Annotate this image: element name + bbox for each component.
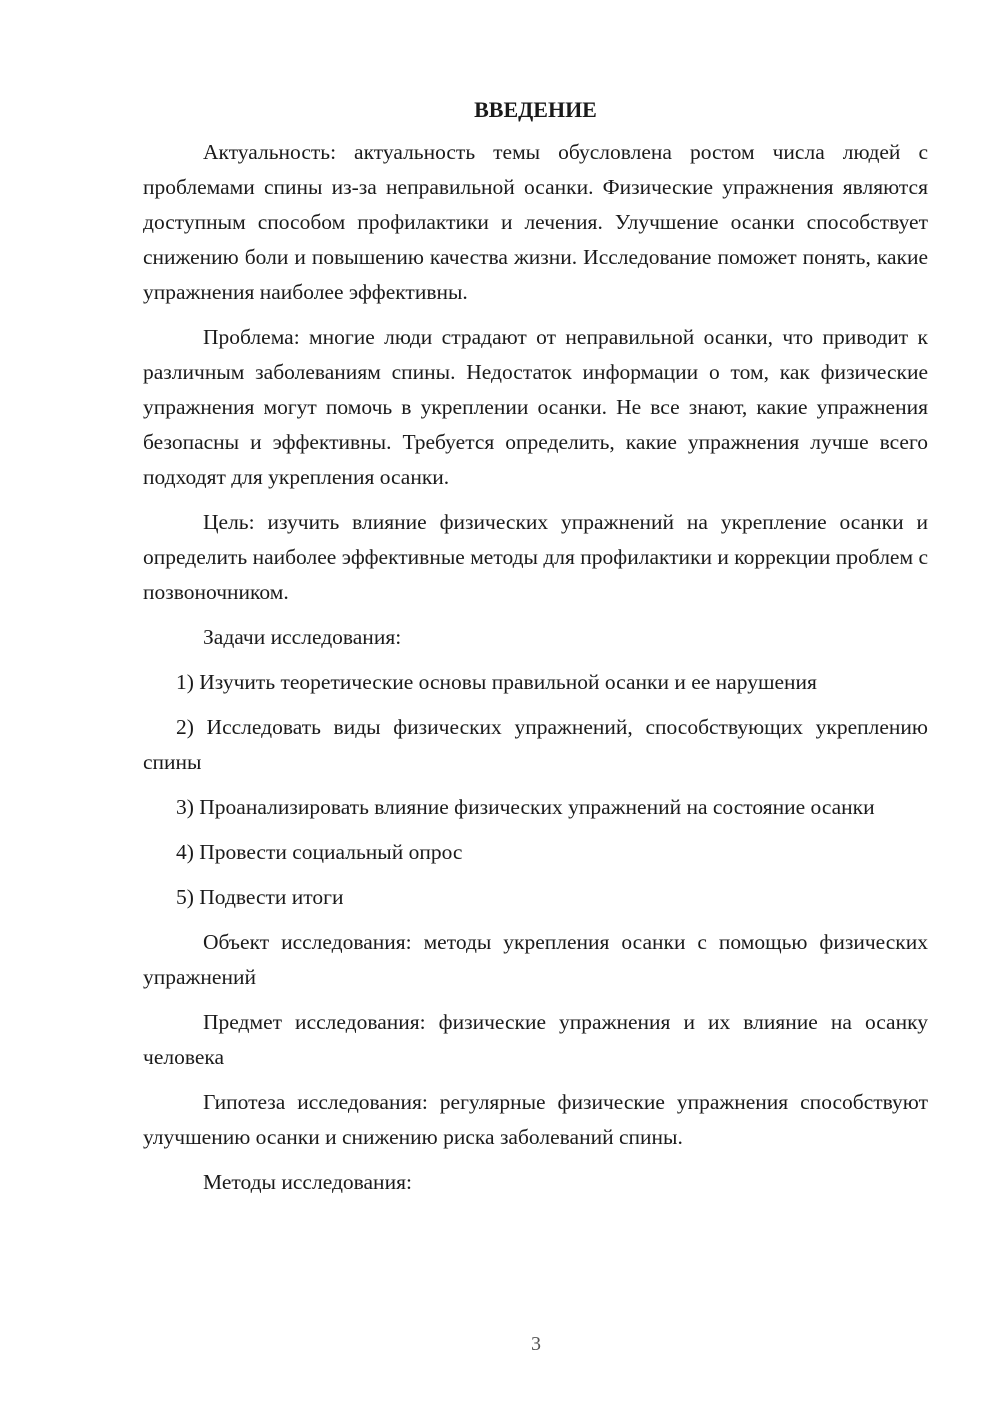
task-item: 5) Подвести итоги: [176, 885, 344, 909]
task-item: 3) Проанализировать влияние физических упражнений на состояние осанки: [176, 795, 875, 819]
paragraph-subject: Предмет исследования: физические упражнения и их влияние на осанку человека: [143, 1010, 928, 1069]
paragraph-problem: Проблема: многие люди страдают от неправильной осанки, что приводит к различным заболеваниям спины. Недостаток информации о том, как физические упражнения могут помочь в укреплении осанки. Не все знают, какие упражнения безопасны и эффективны. Требуется определить, какие упражнения лучше всего подходят для укрепления осанки.: [143, 325, 928, 489]
task-item: 1) Изучить теоретические основы правильной осанки и ее нарушения: [176, 670, 817, 694]
section-heading: ВВЕДЕНИЕ: [474, 97, 597, 122]
paragraph-object: Объект исследования: методы укрепления осанки с помощью физических упражнений: [143, 930, 928, 989]
page-content: [143, 93, 928, 1210]
page-number: 3: [531, 1333, 541, 1355]
tasks-heading: Задачи исследования:: [203, 625, 402, 649]
paragraph-relevance: Актуальность: актуальность темы обусловлена ростом числа людей с проблемами спины из-за неправильной осанки. Физические упражнения являются доступным способом профилактики и лечения. Улучшение осанки способствует снижению боли и повышению качества жизни. Исследование поможет понять, какие упражнения наиболее эффективны.: [143, 140, 928, 304]
methods-heading: Методы исследования:: [203, 1170, 412, 1194]
paragraph-hypothesis: Гипотеза исследования: регулярные физические упражнения способствуют улучшению осанки и снижению риска заболеваний спины.: [143, 1090, 928, 1149]
task-item: 4) Провести социальный опрос: [176, 840, 463, 864]
paragraph-goal: Цель: изучить влияние физических упражнений на укрепление осанки и определить наиболее эффективные методы для профилактики и коррекции проблем с позвоночником.: [143, 510, 928, 604]
task-item: 2) Исследовать виды физических упражнений, способствующих укреплению спины: [143, 715, 928, 774]
tasks-list: [143, 665, 928, 915]
